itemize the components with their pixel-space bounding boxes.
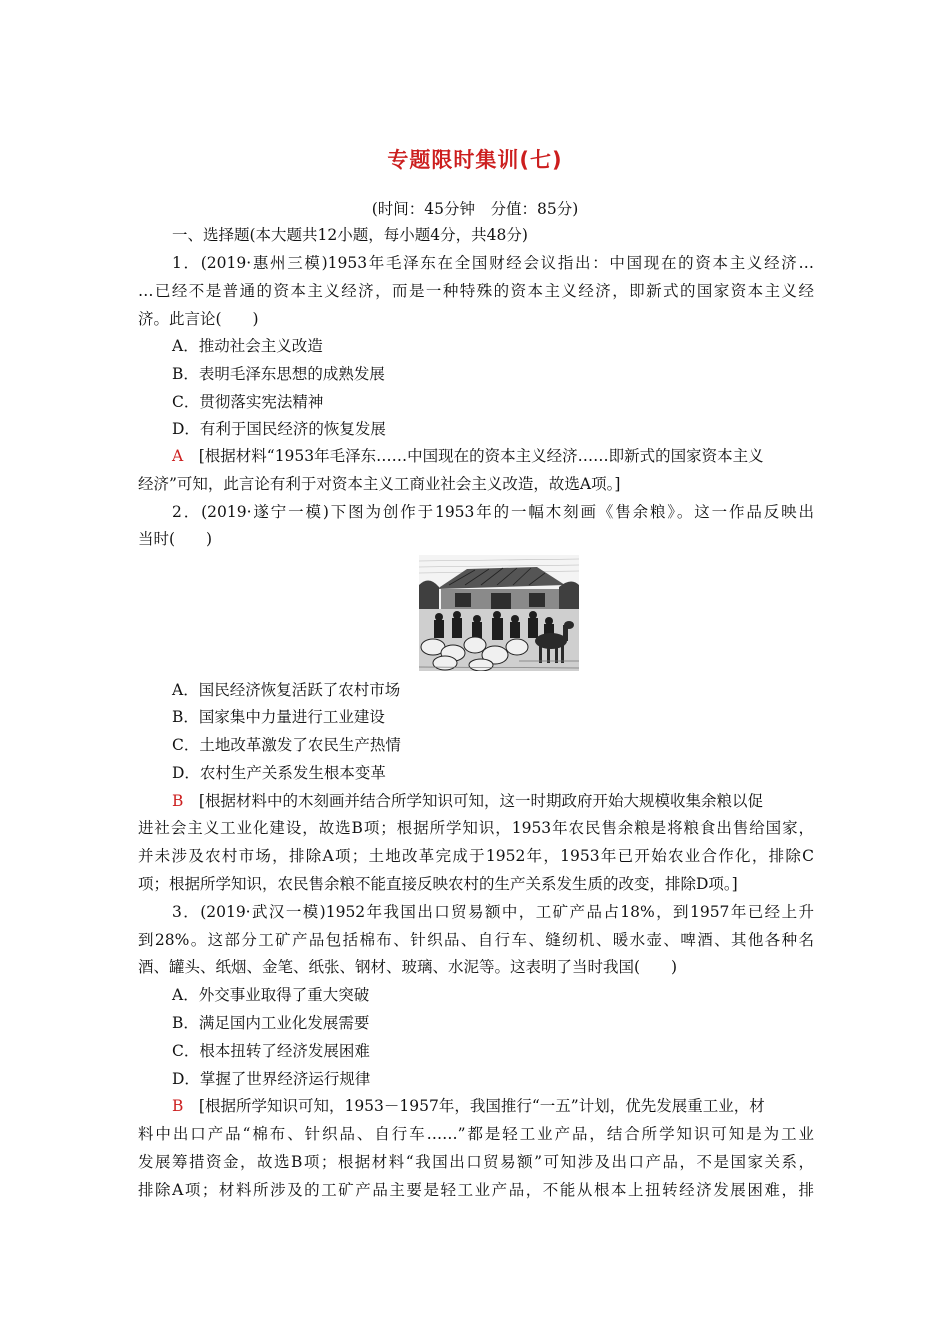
q3-explanation-line-4: 排除A项；材料所涉及的工矿产品主要是轻工业产品，不能从根本上扭转经济发展困难，排: [138, 1181, 814, 1199]
q2-stem-line-2: 当时( ): [138, 530, 213, 548]
q3-option-a: A．外交事业取得了重大突破: [172, 986, 370, 1004]
q2-option-b: B．国家集中力量进行工业建设: [172, 708, 385, 726]
q3-answer: B: [172, 1097, 184, 1115]
q3-stem-line-3: 酒、罐头、纸烟、金笔、纸张、钢材、玻璃、水泥等。这表明了当时我国( ): [138, 958, 678, 976]
q1-answer: A: [172, 447, 184, 465]
q1-option-c: C．贯彻落实宪法精神: [172, 393, 324, 411]
q1-option-d: D．有利于国民经济的恢复发展: [172, 420, 386, 438]
q3-explanation-line-2: 料中出口产品“棉布、针织品、自行车……”都是轻工业产品，结合所学知识可知是为工业: [138, 1125, 814, 1143]
q1-option-b: B．表明毛泽东思想的成熟发展: [172, 365, 385, 383]
q3-option-c: C．根本扭转了经济发展困难: [172, 1042, 370, 1060]
q1-explanation-line-1: [172, 446, 764, 466]
document-title: 专题限时集训(七): [387, 148, 563, 172]
q3-explanation-line-1: [172, 1096, 765, 1116]
q2-option-c: C．土地改革激发了农民生产热情: [172, 736, 401, 754]
q3-option-b: B．满足国内工业化发展需要: [172, 1014, 370, 1032]
q1-stem-line-2: …已经不是普通的资本主义经济，而是一种特殊的资本主义经济，即新式的国家资本主义经: [138, 282, 814, 300]
q3-stem-line-2: 到28%。这部分工矿产品包括棉布、针织品、自行车、缝纫机、暖水壶、啤酒、其他各种名: [138, 931, 814, 949]
q3-stem-line-1: 3．(2019·武汉一模)1952年我国出口贸易额中，工矿产品占18%，到1957年已经上升: [172, 903, 814, 921]
q2-explanation-line-3: 并未涉及农村市场，排除A项；土地改革完成于1952年，1953年已开始农业合作化，排除C: [138, 847, 814, 865]
q2-option-a: A．国民经济恢复活跃了农村市场: [172, 681, 401, 699]
q2-explanation-line-1: [172, 791, 763, 811]
q1-explanation-line-2: 经济”可知，此言论有利于对资本主义工商业社会主义改造，故选A项。]: [138, 475, 621, 493]
q3-explanation-line-3: 发展筹措资金，故选B项；根据材料“我国出口贸易额”可知涉及出口产品，不是国家关系，: [138, 1153, 814, 1171]
woodcut-image-selling-surplus-grain: [419, 555, 579, 671]
q3-explanation-text: [根据所学知识可知，1953－1957年，我国推行“一五”计划，优先发展重工业，材: [198, 1097, 765, 1115]
section-heading: 一、选择题(本大题共12小题，每小题4分，共48分): [172, 226, 528, 244]
q1-stem-line-1: 1．(2019·惠州三模)1953年毛泽东在全国财经会议指出：中国现在的资本主义经济…: [172, 254, 814, 272]
q1-stem-line-3: 济。此言论( ): [138, 310, 259, 328]
q2-explanation-line-4: 项；根据所学知识，农民售余粮不能直接反映农村的生产关系发生质的改变，排除D项。]: [138, 875, 738, 893]
q1-option-a: A．推动社会主义改造: [172, 337, 323, 355]
q1-explanation-text: [根据材料“1953年毛泽东……中国现在的资本主义经济……即新式的国家资本主义: [198, 447, 764, 465]
q2-explanation-text: [根据材料中的木刻画并结合所学知识可知，这一时期政府开始大规模收集余粮以促: [198, 792, 763, 810]
q2-explanation-line-2: 进社会主义工业化建设，故选B项；根据所学知识，1953年农民售余粮是将粮食出售给国家，: [138, 819, 814, 837]
q2-answer: B: [172, 792, 184, 810]
exam-meta: (时间：45分钟 分值：85分): [371, 200, 579, 218]
q3-option-d: D．掌握了世界经济运行规律: [172, 1070, 371, 1088]
q2-option-d: D．农村生产关系发生根本变革: [172, 764, 386, 782]
q2-stem-line-1: 2．(2019·遂宁一模)下图为创作于1953年的一幅木刻画《售余粮》。这一作品反映出: [172, 503, 814, 521]
